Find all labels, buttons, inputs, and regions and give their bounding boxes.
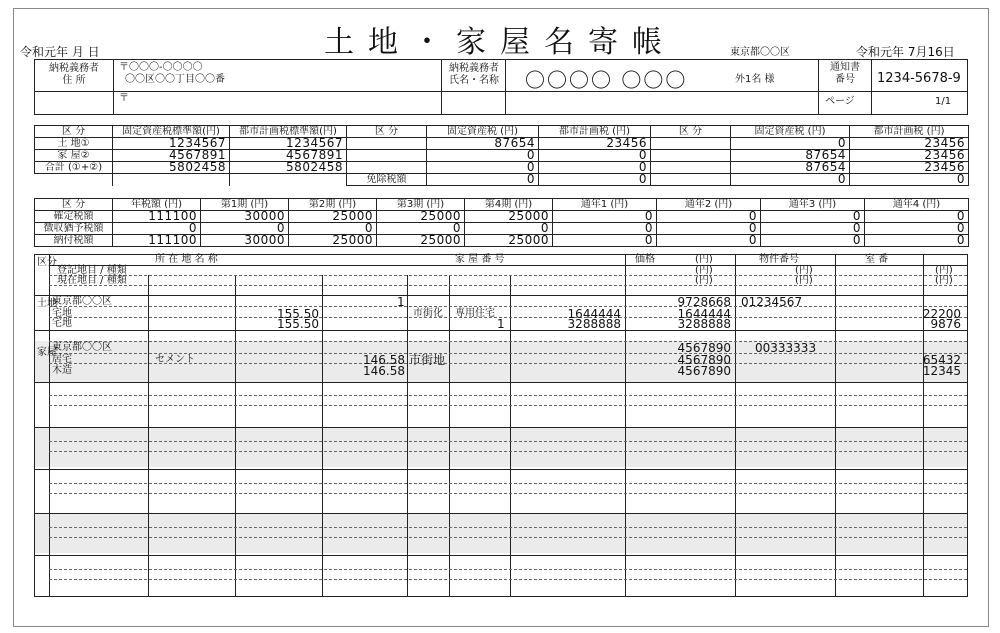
installments-row-deferred (35, 223, 969, 235)
cell: 0 (657, 223, 761, 235)
land-value: 1644444 (677, 307, 731, 321)
cell: 0 (539, 150, 651, 162)
head-object-no: 物件番号 (759, 254, 799, 265)
yen-unit: (円) (795, 275, 813, 286)
cell: 0 (553, 223, 657, 235)
cell: 0 (731, 174, 850, 186)
cell: 0 (113, 223, 201, 235)
installments-row-confirmed (35, 211, 969, 223)
installments-header-row (35, 199, 969, 211)
row-label: 合計 (①+②) (35, 162, 113, 174)
tax-ledger-sheet (13, 8, 989, 627)
cell: 30000 (201, 235, 289, 247)
installments-header: 第3期 (円) (377, 199, 465, 211)
summary-header: 区 分 (347, 126, 427, 138)
side-house-label: 家屋 (37, 347, 57, 358)
summary-header: 固定資産税 (円) (427, 126, 539, 138)
cell (230, 174, 347, 186)
cell: 4567891 (113, 150, 230, 162)
cell: 0 (657, 211, 761, 223)
land-value: 1644444 (567, 307, 621, 321)
cell: 0 (865, 235, 969, 247)
summary-header: 区 分 (35, 126, 113, 138)
side-label-top: 区分 (37, 257, 57, 268)
head-house-no: 家 屋 番 号 (455, 254, 505, 265)
yen-unit: (円) (935, 265, 953, 276)
installments-header: 区 分 (35, 199, 113, 211)
page-title: 土地・家屋名寄帳 (324, 25, 676, 60)
summary-row-house (35, 150, 969, 162)
page-label: ページ (825, 96, 855, 107)
cell: 87654 (731, 150, 850, 162)
cell: 0 (761, 223, 865, 235)
cell: 1234567 (113, 138, 230, 150)
house-price: 4567890 (677, 341, 731, 355)
cell: 0 (761, 211, 865, 223)
property-grid (34, 254, 968, 597)
row-label: 確定税額 (35, 211, 113, 223)
postal-mark-2: 〒 (119, 93, 129, 104)
summary-header: 固定資産税 (円) (731, 126, 850, 138)
cell (113, 174, 230, 186)
land-price: 9728668 (677, 295, 731, 309)
land-location: 東京都〇〇区 (52, 296, 112, 307)
house-object-no: 00333333 (755, 341, 817, 355)
cell (347, 162, 427, 174)
name-suffix: 外1名 様 (735, 74, 775, 85)
summary-header-row (35, 126, 969, 138)
row-label: 家 屋② (35, 150, 113, 162)
house-location: 東京都〇〇区 (52, 342, 112, 353)
cell: 111100 (113, 211, 201, 223)
row-label: 土 地① (35, 138, 113, 150)
cell: 0 (427, 150, 539, 162)
cell: 23456 (850, 162, 969, 174)
installments-header: 第4期 (円) (465, 199, 553, 211)
land-tax: 22200 (922, 307, 961, 321)
land-object-no: 01234567 (741, 295, 803, 309)
head-location: 所 在 地 名 称 (155, 254, 218, 265)
land-lot: 1 (397, 295, 405, 309)
cell: 0 (850, 174, 969, 186)
cell (651, 138, 731, 150)
cell: 0 (553, 211, 657, 223)
address-label: 納税義務者 住 所 (49, 63, 99, 86)
cell: 0 (761, 235, 865, 247)
house-type: 木造 (52, 365, 72, 376)
cell: 0 (553, 235, 657, 247)
row-label: 納付税額 (35, 235, 113, 247)
cell: 0 (465, 223, 553, 235)
cell: 23456 (539, 138, 651, 150)
page-value: 1/1 (935, 96, 952, 107)
postal-code: 〒〇〇〇-〇〇〇〇 (119, 62, 203, 73)
notice-label: 通知書 番号 (830, 62, 860, 85)
issue-date: 令和元年 7月16日 (856, 45, 955, 59)
summary-header: 固定資産税標準額(円) (113, 126, 230, 138)
installments-header: 第2期 (円) (289, 199, 377, 211)
land-use: 1 (497, 317, 505, 331)
installments-header: 年税額 (円) (113, 199, 201, 211)
land-area: 155.50 (277, 317, 319, 331)
house-area: 146.58 (363, 353, 405, 367)
head-price: 価格 (635, 254, 655, 265)
house-row-price: 4567890 (677, 353, 731, 367)
yen-unit: (円) (795, 265, 813, 276)
installments-header: 通年1 (円) (553, 199, 657, 211)
land-type: 宅地 (52, 318, 72, 329)
name-label: 納税義務者 氏名・名称 (449, 63, 499, 86)
cell: 23456 (850, 138, 969, 150)
cell: 0 (377, 223, 465, 235)
sub-current: 現在地目 / 種類 (57, 275, 127, 286)
head-room: 室 番 (865, 254, 889, 265)
summary-row-total (35, 162, 969, 174)
exempt-label: 免除税額 (347, 174, 427, 186)
cell (35, 174, 113, 186)
house-type: 居宅 (52, 354, 72, 365)
cell: 0 (427, 174, 539, 186)
installments-header: 通年3 (円) (761, 199, 865, 211)
summary-header: 都市計画税 (円) (850, 126, 969, 138)
land-area: 155.50 (277, 307, 319, 321)
cell: 1234567 (230, 138, 347, 150)
house-row-price: 4567890 (677, 364, 731, 378)
house-area: 146.58 (363, 364, 405, 378)
cell (651, 162, 731, 174)
summary-header: 都市計画税標準額(円) (230, 126, 347, 138)
cell: 5802458 (113, 162, 230, 174)
land-value: 3288888 (567, 317, 621, 331)
land-type: 宅地 (52, 308, 72, 319)
house-zone: 市街地 (409, 353, 446, 367)
summary-row-exempt (35, 174, 969, 186)
land-zone: 市街化 (413, 308, 443, 319)
house-tax: 12345 (922, 364, 961, 378)
municipality: 東京都〇〇区 (730, 47, 790, 58)
yen-unit: (円) (695, 275, 713, 286)
taxpayer-name: 〇〇〇〇 〇〇〇 (525, 68, 688, 92)
side-land-label: 土地 (37, 298, 57, 309)
header-date-left: 令和元年 月 日 (20, 45, 100, 59)
cell: 0 (731, 138, 850, 150)
house-material: セメント (155, 354, 195, 365)
summary-header: 都市計画税 (円) (539, 126, 651, 138)
cell: 0 (657, 235, 761, 247)
installments-table (34, 198, 969, 247)
cell (651, 174, 731, 186)
land-tax: 9876 (930, 317, 961, 331)
yen-unit: (円) (935, 275, 953, 286)
cell (651, 150, 731, 162)
land-use: 専用住宅 (455, 308, 495, 319)
cell: 25000 (289, 235, 377, 247)
cell: 111100 (113, 235, 201, 247)
house-tax: 65432 (922, 353, 961, 367)
summary-header: 区 分 (651, 126, 731, 138)
cell: 0 (865, 223, 969, 235)
notice-number: 1234-5678-9 (877, 71, 961, 86)
cell: 0 (539, 162, 651, 174)
cell: 25000 (465, 211, 553, 223)
cell: 23456 (850, 150, 969, 162)
installments-row-payable (35, 235, 969, 247)
address-line: 〇〇区〇〇丁目〇〇番 (125, 74, 225, 85)
summary-row-land (35, 138, 969, 150)
installments-header: 通年4 (円) (865, 199, 969, 211)
cell (347, 150, 427, 162)
sub-registered: 登記地目 / 種類 (57, 265, 127, 276)
installments-header: 第1期 (円) (201, 199, 289, 211)
cell: 4567891 (230, 150, 347, 162)
cell: 0 (539, 174, 651, 186)
cell: 25000 (465, 235, 553, 247)
cell: 25000 (377, 211, 465, 223)
cell: 25000 (289, 211, 377, 223)
cell: 0 (201, 223, 289, 235)
yen-unit: (円) (695, 254, 713, 265)
cell: 0 (427, 162, 539, 174)
summary-table (34, 125, 969, 186)
cell: 0 (289, 223, 377, 235)
cell: 0 (865, 211, 969, 223)
taxpayer-box (34, 59, 968, 115)
land-value: 3288888 (677, 317, 731, 331)
row-label: 徴収猶予税額 (35, 223, 113, 235)
cell: 5802458 (230, 162, 347, 174)
cell: 30000 (201, 211, 289, 223)
yen-unit: (円) (695, 265, 713, 276)
cell: 87654 (731, 162, 850, 174)
cell: 25000 (377, 235, 465, 247)
cell (347, 138, 427, 150)
installments-header: 通年2 (円) (657, 199, 761, 211)
cell: 87654 (427, 138, 539, 150)
